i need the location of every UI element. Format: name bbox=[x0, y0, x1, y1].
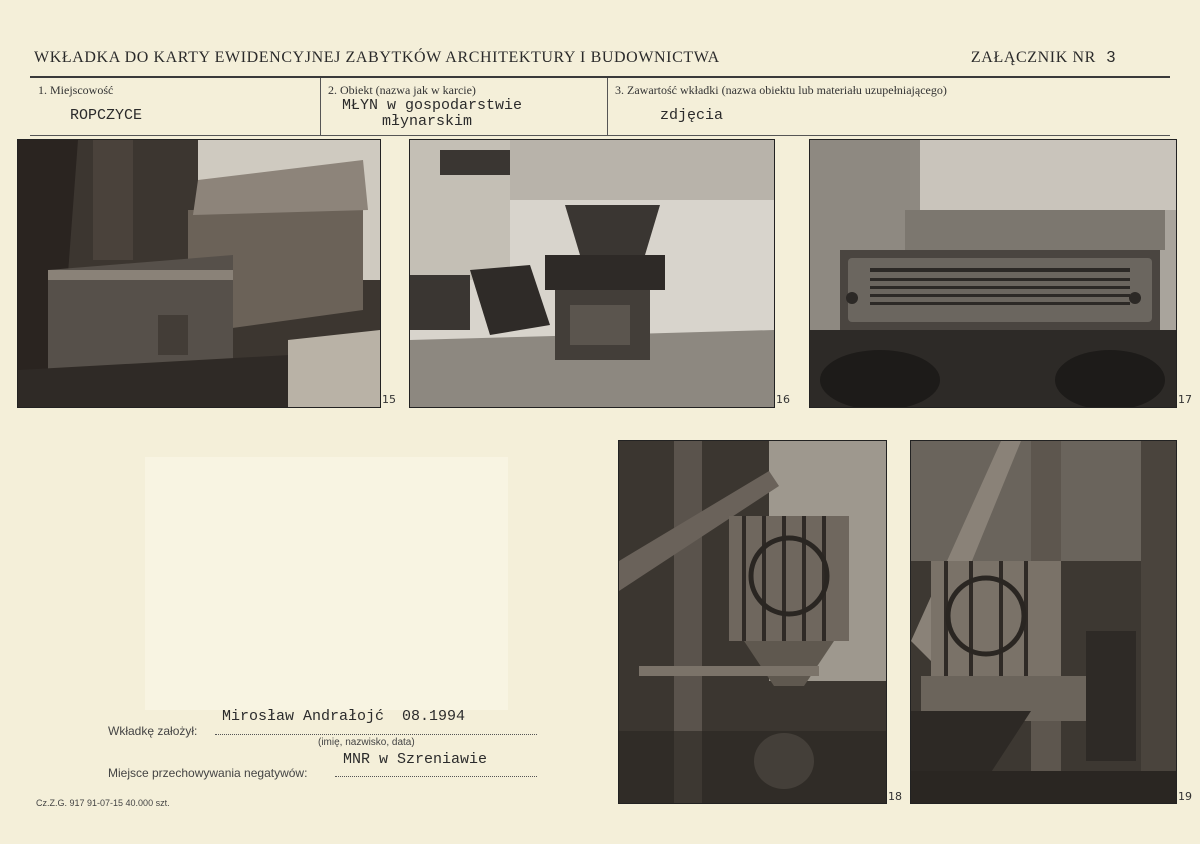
created-by-value: Mirosław Andrałojć 08.1994 bbox=[222, 708, 466, 725]
field-divider-1 bbox=[320, 78, 321, 136]
photo-15 bbox=[17, 139, 381, 408]
header-rule-bottom bbox=[30, 135, 1170, 136]
photo-17-image bbox=[810, 140, 1176, 407]
attachment-label bbox=[971, 49, 1116, 67]
created-by-line bbox=[215, 733, 537, 735]
attachment-number: 3 bbox=[1106, 49, 1116, 66]
photo-16-number: 16 bbox=[776, 393, 790, 406]
photo-16 bbox=[409, 139, 775, 408]
created-by-label: Wkładkę założył: bbox=[108, 724, 198, 738]
object-value-line1: MŁYN w gospodarstwie bbox=[342, 97, 523, 114]
photo-18 bbox=[618, 440, 887, 804]
photo-18-image bbox=[619, 441, 886, 803]
negatives-value: MNR w Szreniawie bbox=[343, 751, 488, 768]
name-hint: (imię, nazwisko, data) bbox=[318, 737, 415, 748]
attachment-text: ZAŁĄCZNIK NR bbox=[970, 49, 1096, 66]
print-code: Cz.Z.G. 917 91-07-15 40.000 szt. bbox=[36, 798, 170, 808]
field-divider-2 bbox=[607, 78, 608, 136]
locality-label: 1. Miejscowość bbox=[38, 83, 114, 97]
photo-15-image bbox=[18, 140, 380, 407]
object-label: 2. Obiekt (nazwa jak w karcie) bbox=[328, 83, 476, 97]
contents-label: 3. Zawartość wkładki (nazwa obiektu lub materiału uzupełniającego) bbox=[615, 83, 947, 97]
negatives-label: Miejsce przechowywania negatywów: bbox=[108, 766, 308, 780]
field-row bbox=[30, 78, 1170, 136]
photo-18-number: 18 bbox=[888, 790, 902, 803]
photo-17-number: 17 bbox=[1178, 393, 1192, 406]
photo-19-image bbox=[911, 441, 1176, 803]
object-value bbox=[342, 98, 522, 130]
photo-19-number: 19 bbox=[1178, 790, 1192, 803]
photo-16-image bbox=[410, 140, 774, 407]
object-value-line2: młynarskim bbox=[382, 113, 473, 130]
document-title: WKŁADKA DO KARTY EWIDENCYJNEJ ZABYTKÓW ARCHITEKTURY I BUDOWNICTWA bbox=[34, 49, 720, 66]
blank-photo-area bbox=[145, 457, 508, 710]
negatives-line bbox=[335, 775, 537, 777]
photo-17 bbox=[809, 139, 1177, 408]
locality-value: ROPCZYCE bbox=[70, 107, 143, 124]
contents-value: zdjęcia bbox=[660, 107, 724, 124]
photo-15-number: 15 bbox=[382, 393, 396, 406]
photo-19 bbox=[910, 440, 1177, 804]
